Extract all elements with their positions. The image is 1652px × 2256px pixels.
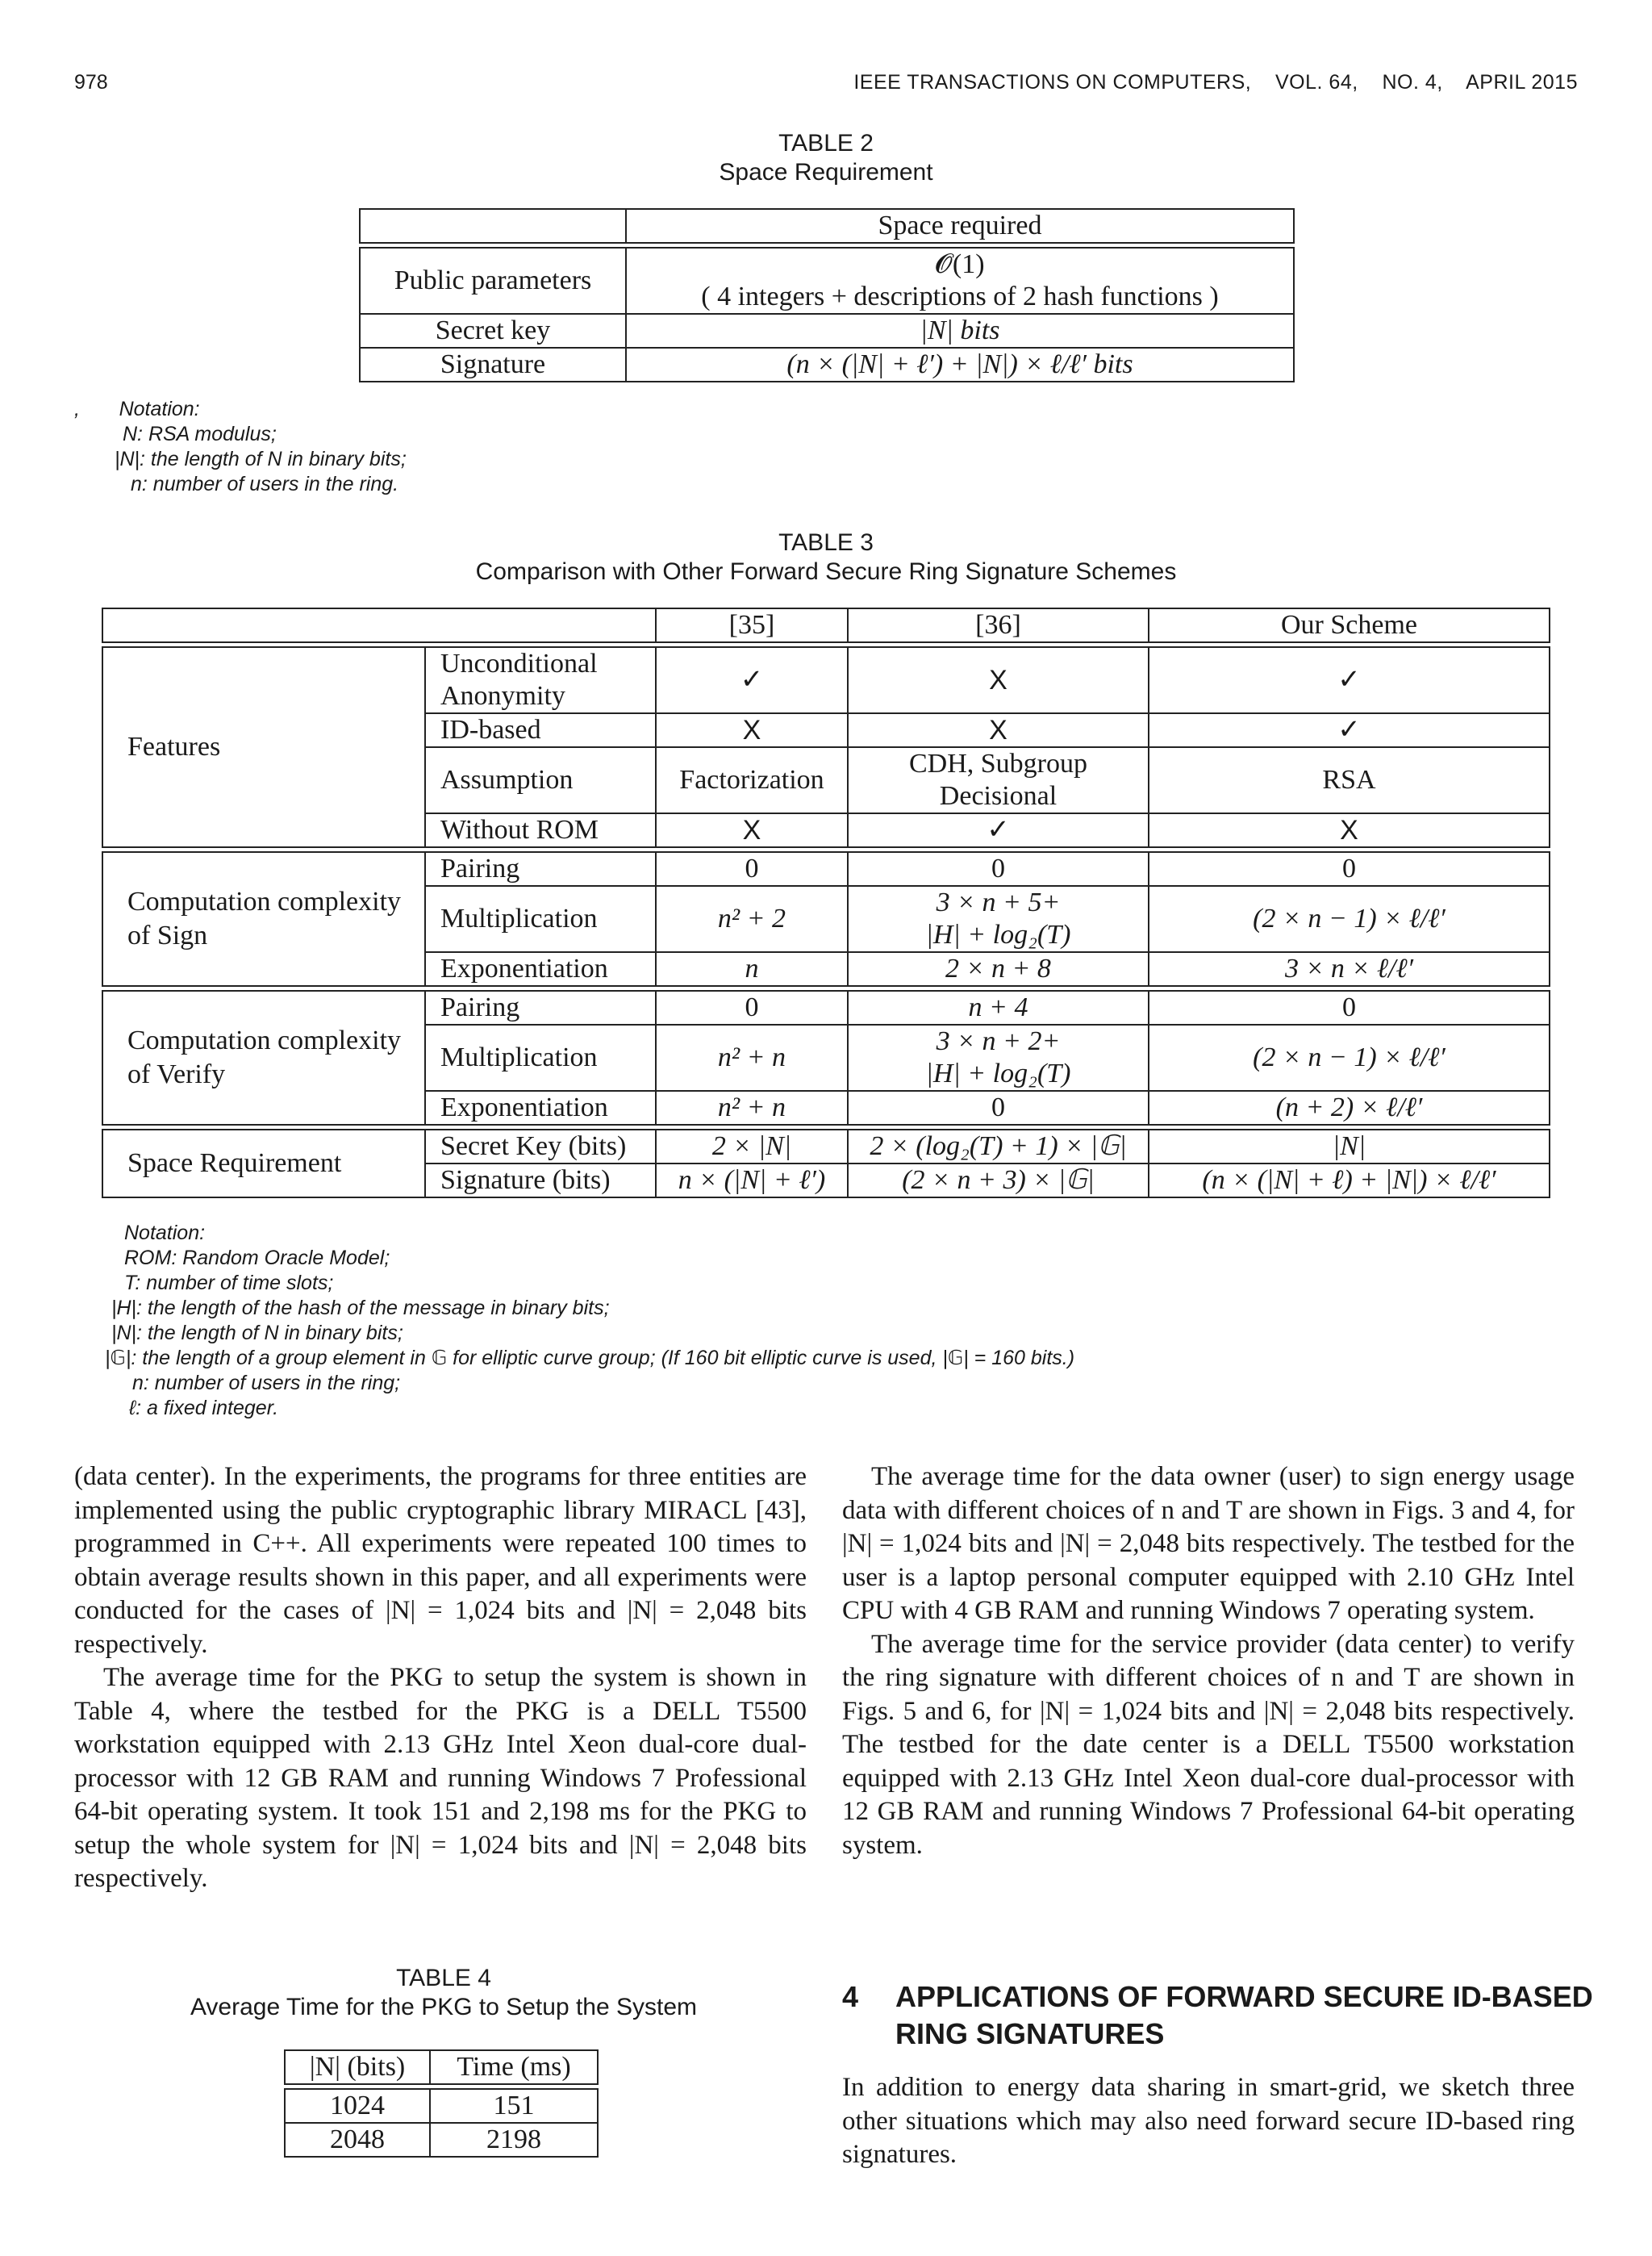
table3-feature-name: Unconditional Anonymity: [425, 647, 656, 713]
table4-row: [285, 2089, 598, 2123]
page-number: 978: [74, 71, 108, 94]
table2-label: TABLE 2: [778, 130, 874, 157]
table3-label: TABLE 3: [778, 529, 874, 556]
table3-group-sign: Computation complexity of Sign: [102, 852, 425, 986]
table3-col-header: Our Scheme: [1149, 608, 1550, 642]
table2-note-line: , Notation:: [74, 398, 200, 420]
table3-notes: [105, 1221, 1074, 1421]
table3-cell-line: 3 × n + 5+: [936, 888, 1061, 917]
table3-cell: Factorization: [656, 747, 848, 813]
table2-caption: [565, 129, 1087, 187]
table2-row: [360, 314, 1294, 348]
table2-header-row: [360, 209, 1294, 243]
table2-row-name: Public parameters: [360, 248, 626, 314]
table2-value-line: ( 4 integers + descriptions of 2 hash functions ): [701, 282, 1219, 311]
table3-title: Comparison with Other Forward Secure Ring Signature Schemes: [475, 558, 1177, 585]
table3-caption: [342, 528, 1310, 587]
table3-feature-name: Exponentiation: [425, 952, 656, 986]
table3-cell: n × (|N| + ℓ′): [656, 1164, 848, 1197]
table4-cell: 2048: [285, 2123, 430, 2157]
table4-col-header: Time (ms): [430, 2050, 598, 2084]
table4-cell: 151: [430, 2089, 598, 2123]
table3-cell-line: |H| + log₂(T): [925, 920, 1071, 950]
table2-title: Space Requirement: [719, 159, 933, 186]
table3-cell: RSA: [1149, 747, 1550, 813]
table4-cell: 2198: [430, 2123, 598, 2157]
table2: [359, 208, 1295, 382]
table3-feature-name: Pairing: [425, 991, 656, 1025]
table3-note-line: |N|: the length of N in binary bits;: [111, 1322, 403, 1344]
table4-row: [285, 2123, 598, 2157]
table3-note-line: ℓ: a fixed integer.: [129, 1397, 279, 1419]
table3-cell: 0: [656, 852, 848, 886]
table2-col-header: Space required: [626, 209, 1294, 243]
table3-cell: n² + 2: [656, 886, 848, 952]
table3-feature-name: Multiplication: [425, 886, 656, 952]
table3-group-features: Features: [102, 647, 425, 847]
table3-row: [102, 991, 1550, 1025]
table2-row-value: [626, 248, 1294, 314]
table3-note-line: T: number of time slots;: [124, 1272, 334, 1294]
section-heading: [842, 1978, 1600, 2053]
table4-cell: 1024: [285, 2089, 430, 2123]
table3-cell: |N|: [1149, 1130, 1550, 1164]
table3-feature-name: Assumption: [425, 747, 656, 813]
table3-cell: 2 × (log₂(T) + 1) × |𝔾|: [848, 1130, 1149, 1164]
table4-caption: [121, 1964, 766, 2022]
journal-header: IEEE TRANSACTIONS ON COMPUTERS, VOL. 64, NO. 4, APRIL 2015: [853, 71, 1578, 94]
table2-note-line: n: number of users in the ring.: [131, 473, 399, 495]
table3-cell: 0: [656, 991, 848, 1025]
table3-cell: 0: [1149, 991, 1550, 1025]
body-paragraph: (data center). In the experiments, the programs for three entities are implemented using the public cryptographic library MIRACL [43], programmed in C++. All experiments were repeated 100 times to obtain average results shown in this paper, and all experiments were conducted for the cases of |N| = 1,024 bits and |N| = 2,048 bits respectively.: [74, 1462, 807, 1659]
table3-cell: n² + n: [656, 1091, 848, 1125]
section-paragraph: In addition to energy data sharing in smart-grid, we sketch three other situations which may also need forward secure ID-based ring signatures.: [842, 2073, 1575, 2169]
body-paragraph: The average time for the PKG to setup the system is shown in Table 4, where the testbed for the PKG is a DELL T5500 workstation equipped with 2.13 GHz Intel Xeon dual-core dual-processor with 12 GB RAM and running Windows 7 Professional 64-bit operating system. It took 151 and 2,198 ms for the PKG to setup the whole system for |N| = 1,024 bits and |N| = 2,048 bits respectively.: [74, 1663, 807, 1893]
table3-col-header: [35]: [656, 608, 848, 642]
table3-cell: 3 × n × ℓ/ℓ′: [1149, 952, 1550, 986]
table3-cell: 2 × |N|: [656, 1130, 848, 1164]
table3-cell: X: [656, 713, 848, 747]
table3-cell: ✓: [848, 813, 1149, 847]
table3-cell: X: [848, 713, 1149, 747]
table3-cell: X: [848, 647, 1149, 713]
table3-note-line: |𝔾|: the length of a group element in 𝔾 for elliptic curve group; (If 160 bit elliptic curve is used, |𝔾| = 160 bits.): [105, 1347, 1075, 1369]
table3-cell: ✓: [1149, 647, 1550, 713]
table2-note-line: N: RSA modulus;: [123, 423, 277, 445]
body-paragraph: The average time for the service provider (data center) to verify the ring signature with different choices of n and T are shown in Figs. 5 and 6, for |N| = 1,024 bits and |N| = 2,048 bits respectively. The testbed for the date center is a DELL T5500 workstation equipped with 2.13 GHz Intel Xeon dual-core dual-processor with 12 GB RAM and running Windows 7 Professional 64-bit operating system.: [842, 1629, 1575, 1860]
table4-col-header: |N| (bits): [285, 2050, 430, 2084]
table3-note-line: ROM: Random Oracle Model;: [124, 1247, 390, 1269]
table3-row: [102, 1130, 1550, 1164]
table3-header-row: [102, 608, 1550, 642]
table3-feature-name: Pairing: [425, 852, 656, 886]
table3-cell: (2 × n − 1) × ℓ/ℓ′: [1149, 886, 1550, 952]
table3-cell: (n × (|N| + ℓ) + |N|) × ℓ/ℓ′: [1149, 1164, 1550, 1197]
table3-cell: n: [656, 952, 848, 986]
table3-feature-name: ID-based: [425, 713, 656, 747]
table3-cell: 0: [848, 1091, 1149, 1125]
table3-corner: [102, 608, 656, 642]
table2-value-line: 𝓞(1): [935, 249, 985, 279]
table3-cell: CDH, Subgroup Decisional: [848, 747, 1149, 813]
table3-cell: (n + 2) × ℓ/ℓ′: [1149, 1091, 1550, 1125]
table3-cell: n² + n: [656, 1025, 848, 1091]
table2-row-name: Signature: [360, 348, 626, 382]
table3-cell: X: [1149, 813, 1550, 847]
table2-corner: [360, 209, 626, 243]
table3-cell: (2 × n + 3) × |𝔾|: [848, 1164, 1149, 1197]
table3-cell: n + 4: [848, 991, 1149, 1025]
table3-feature-name: Secret Key (bits): [425, 1130, 656, 1164]
table3-cell: 2 × n + 8: [848, 952, 1149, 986]
table3-cell: ✓: [656, 647, 848, 713]
table3-cell: [848, 1025, 1149, 1091]
table3-note-line: Notation:: [124, 1222, 206, 1244]
table3-feature-name: Signature (bits): [425, 1164, 656, 1197]
table3-cell-line: 3 × n + 2+: [936, 1026, 1061, 1056]
table2-row-name: Secret key: [360, 314, 626, 348]
section-title: APPLICATIONS OF FORWARD SECURE ID-BASED RING SIGNATURES: [895, 1980, 1593, 2050]
table4-label: TABLE 4: [396, 1965, 491, 1991]
table3-group-verify: Computation complexity of Verify: [102, 991, 425, 1125]
table4: [284, 2049, 599, 2158]
table3-feature-name: Multiplication: [425, 1025, 656, 1091]
table3-row: [102, 647, 1550, 713]
table3-cell: (2 × n − 1) × ℓ/ℓ′: [1149, 1025, 1550, 1091]
table3-cell: 0: [1149, 852, 1550, 886]
body-left-column: [74, 1460, 807, 1896]
table4-header-row: [285, 2050, 598, 2084]
body-paragraph: The average time for the data owner (user) to sign energy usage data with different choices of n and T are shown in Figs. 3 and 4, for |N| = 1,024 bits and |N| = 2,048 bits respectively. The testbed for the user is a laptop personal computer equipped with 2.10 GHz Intel CPU with 4 GB RAM and running Windows 7 operating system.: [842, 1462, 1575, 1625]
table3-group-space: Space Requirement: [102, 1130, 425, 1197]
table3-cell: 0: [848, 852, 1149, 886]
table3-col-header: [36]: [848, 608, 1149, 642]
table2-row: [360, 348, 1294, 382]
table2-row-value: (n × (|N| + ℓ′) + |N|) × ℓ/ℓ′ bits: [626, 348, 1294, 382]
table2-row-value: |N| bits: [626, 314, 1294, 348]
table2-notes: [74, 397, 407, 497]
table3-note-line: |H|: the length of the hash of the message in binary bits;: [111, 1297, 610, 1319]
table3-note-line: n: number of users in the ring;: [132, 1372, 401, 1394]
table3-feature-name: Without ROM: [425, 813, 656, 847]
body-right-column: [842, 1460, 1575, 1862]
table3-row: [102, 852, 1550, 886]
table2-row: [360, 248, 1294, 314]
table3-cell: ✓: [1149, 713, 1550, 747]
table3-cell-line: |H| + log₂(T): [925, 1059, 1071, 1088]
table3-feature-name: Exponentiation: [425, 1091, 656, 1125]
section-number: 4: [842, 1980, 859, 2013]
table4-title: Average Time for the PKG to Setup the System: [190, 1994, 698, 2020]
table3-cell: X: [656, 813, 848, 847]
table3-cell: [848, 886, 1149, 952]
table3: [102, 608, 1550, 1198]
table2-note-line: |N|: the length of N in binary bits;: [115, 448, 407, 470]
